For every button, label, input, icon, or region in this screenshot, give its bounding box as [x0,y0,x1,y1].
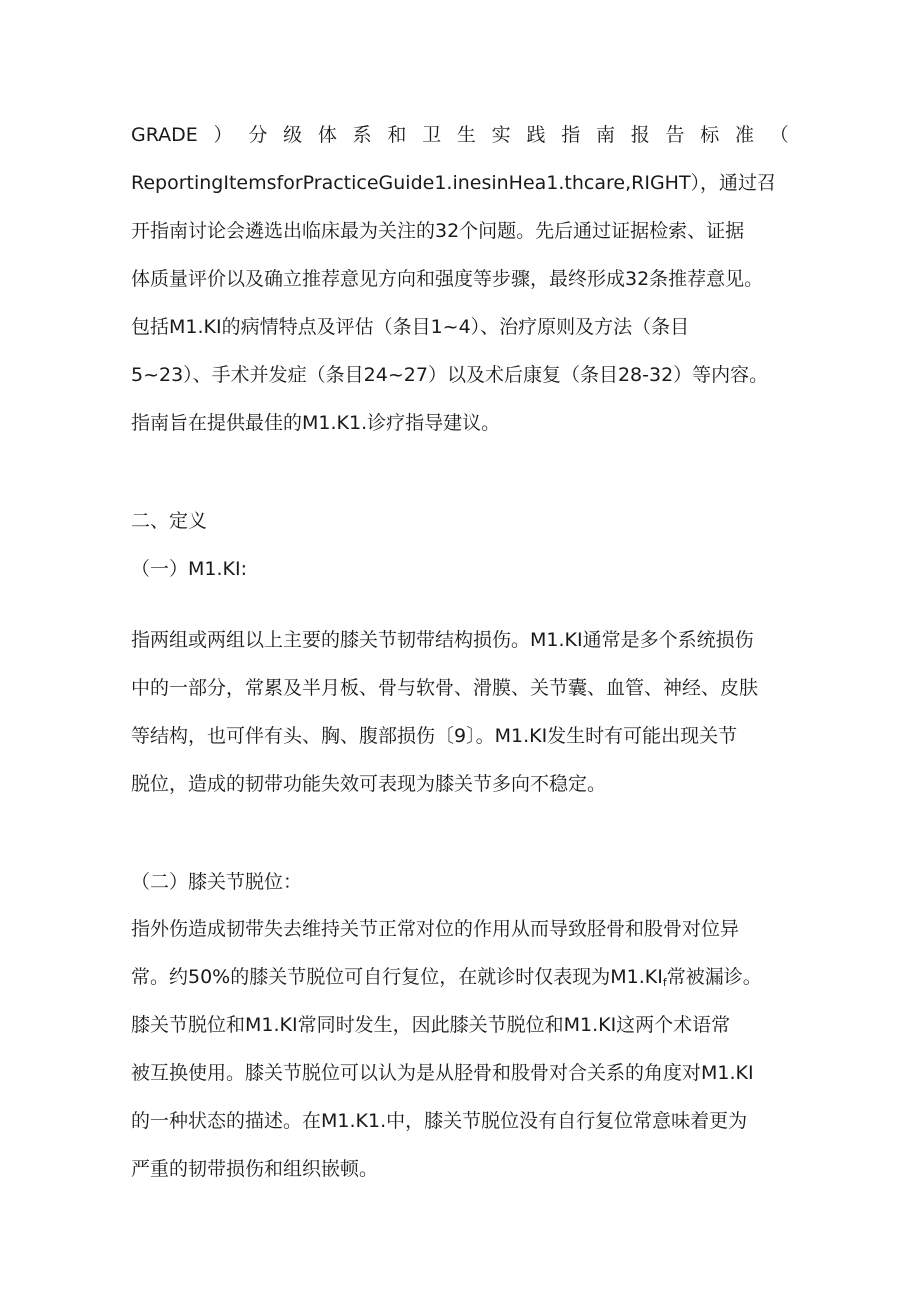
text-fragment: 准 [735,124,755,146]
intro-line-2: ReportingItemsforPracticeGuide1.inesinHea1.thcare,RIGHT），通过召 [131,172,777,194]
sub1-line-2: 中的一部分，常累及半月板、骨与软骨、滑膜、关节囊、血管、神经、皮肤 [131,677,759,699]
text-fragment: 级 [283,124,303,146]
text-fragment: 告 [665,124,685,146]
sub2-line-6: 严重的韧带损伤和组织嵌顿。 [131,1158,379,1180]
text-fragment: 常被漏诊。 [666,966,762,988]
text-fragment: 和 [387,124,407,146]
sub1-line-3: 等结构，也可伴有头、胸、腹部损伤〔9〕。M1.KI发生时有可能出现关节 [131,725,738,747]
sub2-line-5: 的一种状态的描述。在M1.K1.中，膝关节脱位没有自行复位常意味着更为 [131,1110,748,1132]
text-fragment: （ [769,124,789,146]
sub2-line-1: 指外伤造成韧带失去维持关节正常对位的作用从而导致胫骨和股骨对位异 [131,918,740,940]
text-fragment: GRADE [131,124,198,146]
intro-line-1 [131,123,789,147]
text-fragment: 践 [526,124,546,146]
text-fragment: 标 [700,124,720,146]
text-fragment: 体 [317,124,337,146]
sub2-line-4: 被互换使用。膝关节脱位可以认为是从胫骨和股骨对合关系的角度对M1.KI [131,1062,754,1084]
sub2-line-2 [131,965,762,995]
subscript-mark: f [662,976,667,989]
text-fragment: 系 [352,124,372,146]
text-fragment: 分 [248,124,268,146]
subsection-heading-1: （一）M1.KI: [131,558,247,580]
sub1-line-4: 脱位，造成的韧带功能失效可表现为膝关节多向不稳定。 [131,773,607,795]
subsection-heading-2: （二）膝关节脱位： [131,871,303,893]
intro-line-5: 包括M1.KI的病情特点及评估（条目1~4）、治疗原则及方法（条目 [131,316,690,338]
sub2-line-3: 膝关节脱位和M1.KI常同时发生，因此膝关节脱位和M1.KI这两个术语常 [131,1014,731,1036]
text-fragment: 南 [595,124,615,146]
intro-line-7: 指南旨在提供最佳的M1.K1.诊疗指导建议。 [131,412,501,434]
text-fragment: 报 [630,124,650,146]
intro-line-4: 体质量评价以及确立推荐意见方向和强度等步骤，最终形成32条推荐意见。 [131,268,764,290]
text-fragment: 指 [561,124,581,146]
text-fragment: 常。约50%的膝关节脱位可自行复位，在就诊时仅表现为M1.KI [131,966,663,988]
text-fragment: 生 [456,124,476,146]
text-fragment: 实 [491,124,511,146]
intro-line-6: 5~23）、手术并发症（条目24~27）以及术后康复（条目28-32）等内容。 [131,364,769,386]
text-fragment: ） [213,124,233,146]
text-fragment: 卫 [422,124,442,146]
intro-line-3: 开指南讨论会遴选出临床最为关注的32个问题。先后通过证据检索、证据 [131,220,745,242]
section-heading: 二、定义 [131,510,208,532]
sub1-line-1: 指两组或两组以上主要的膝关节韧带结构损伤。M1.KI通常是多个系统损伤 [131,629,754,651]
